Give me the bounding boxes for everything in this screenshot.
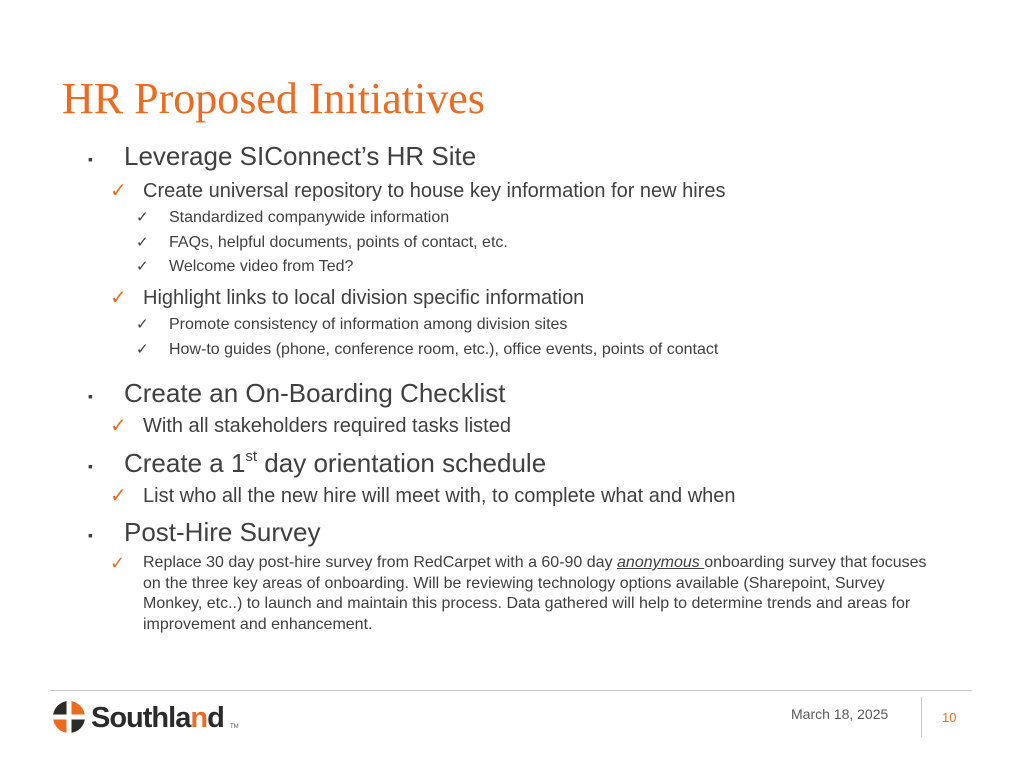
logo-wordmark: Southland bbox=[91, 702, 224, 734]
checkmark-icon: ✓ bbox=[136, 316, 149, 333]
bullet-heading bbox=[124, 448, 546, 478]
checkmark-icon: ✓ bbox=[136, 258, 149, 275]
square-bullet-icon: ▪ bbox=[88, 458, 93, 474]
checkmark-icon: ✓ bbox=[110, 553, 126, 573]
footer-divider-line bbox=[50, 690, 972, 691]
footer-vertical-divider bbox=[921, 697, 922, 737]
checkmark-icon: ✓ bbox=[110, 287, 127, 309]
checkmark-icon: ✓ bbox=[136, 234, 149, 251]
southland-logo-icon bbox=[52, 700, 86, 734]
sub-bullet-text: Highlight links to local division specific information bbox=[143, 287, 585, 309]
page-number: 10 bbox=[942, 710, 957, 725]
checkmark-icon: ✓ bbox=[110, 415, 127, 437]
survey-paragraph bbox=[143, 553, 933, 635]
sub-bullet-text: Create universal repository to house key information for new hires bbox=[143, 180, 726, 202]
logo-trademark: TM bbox=[230, 724, 239, 730]
detail-bullet-text: Promote consistency of information among division sites bbox=[169, 316, 568, 333]
detail-bullet-text: Welcome video from Ted? bbox=[169, 258, 354, 275]
ordinal-suffix: st bbox=[245, 448, 258, 465]
checkmark-icon: ✓ bbox=[110, 485, 127, 507]
detail-bullet-text: How-to guides (phone, conference room, etc.), office events, points of contact bbox=[169, 341, 719, 358]
checkmark-icon: ✓ bbox=[136, 341, 149, 358]
survey-text-after: onboarding survey that focuses on the three key areas of onboarding. Will be reviewing technology options available (Sharepoint, Survey Monkey, etc..) to launch and maintain this process. Data gathered will help to determine trends and areas for improvement and enhancement. bbox=[143, 554, 927, 633]
detail-bullet-text: Standardized companywide information bbox=[169, 209, 450, 226]
bullet-heading: Leverage SIConnect’s HR Site bbox=[124, 141, 477, 171]
slide-title: HR Proposed Initiatives bbox=[62, 74, 485, 123]
square-bullet-icon: ▪ bbox=[88, 151, 93, 167]
footer-date: March 18, 2025 bbox=[791, 706, 889, 722]
square-bullet-icon: ▪ bbox=[88, 527, 93, 543]
detail-bullet-text: FAQs, helpful documents, points of contact, etc. bbox=[169, 234, 508, 251]
square-bullet-icon: ▪ bbox=[88, 388, 93, 404]
bullet-heading: Create an On-Boarding Checklist bbox=[124, 378, 506, 408]
checkmark-icon: ✓ bbox=[110, 180, 127, 202]
checkmark-icon: ✓ bbox=[136, 209, 149, 226]
anonymous-emphasis: anonymous bbox=[617, 554, 705, 571]
survey-text-before: Replace 30 day post-hire survey from RedCarpet with a 60-90 day bbox=[143, 554, 618, 571]
bullet-heading: Post-Hire Survey bbox=[124, 517, 321, 547]
sub-bullet-text: With all stakeholders required tasks listed bbox=[143, 415, 511, 437]
heading-suffix: day orientation schedule bbox=[257, 448, 547, 478]
heading-prefix: Create a 1 bbox=[124, 448, 246, 478]
sub-bullet-text: List who all the new hire will meet with, to complete what and when bbox=[143, 485, 736, 507]
